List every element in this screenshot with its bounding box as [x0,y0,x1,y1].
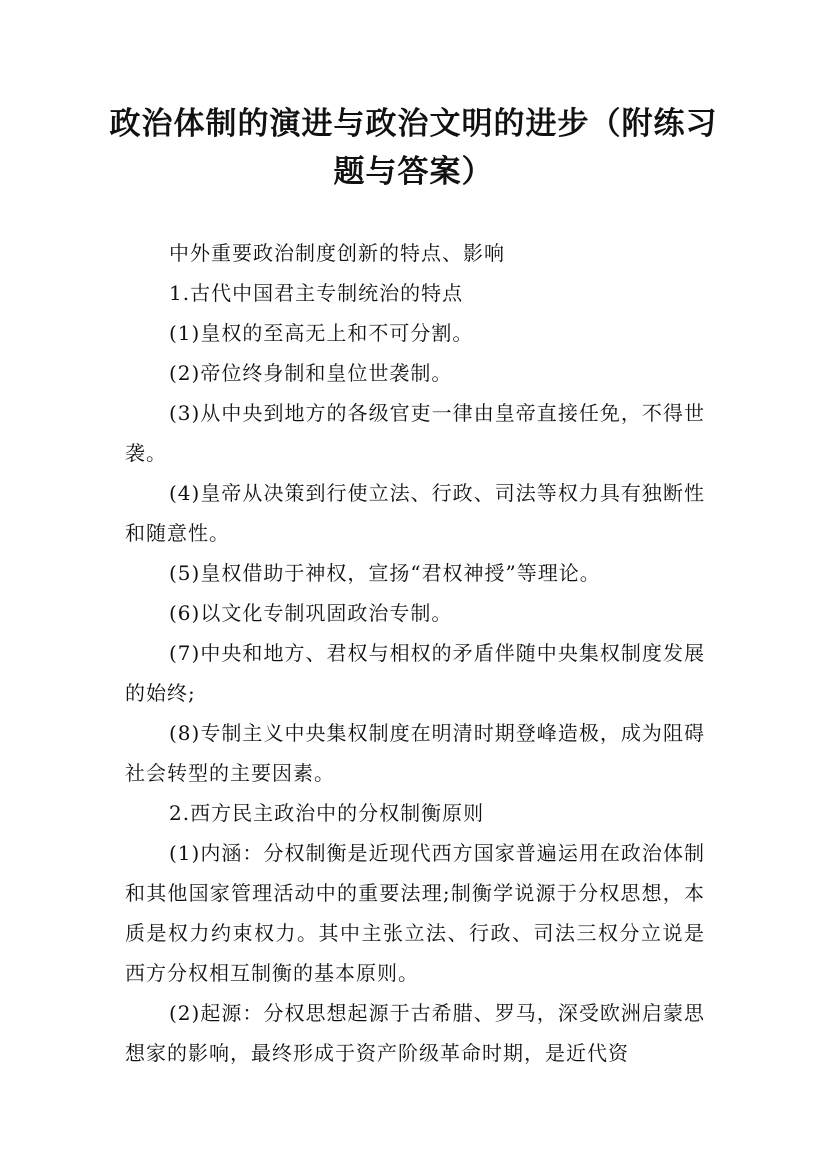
list-item: (2)起源：分权思想起源于古希腊、罗马，深受欧洲启蒙思想家的影响，最终形成于资产阶级革命时期，是近代资 [125,1001,705,1065]
section-heading: 1.古代中国君主专制统治的特点 [169,281,464,305]
section-heading: 2.西方民主政治中的分权制衡原则 [169,801,485,825]
document-body [125,233,705,1073]
document-title: 政治体制的演进与政治文明的进步（附练习题与答案） [109,106,718,190]
list-item: (3)从中央到地方的各级官吏一律由皇帝直接任免，不得世袭。 [125,401,705,465]
list-item: (7)中央和地方、君权与相权的矛盾伴随中央集权制度发展的始终; [125,641,705,705]
list-item: (1)内涵：分权制衡是近现代西方国家普遍运用在政治体制和其他国家管理活动中的重要法理;制衡学说源于分权思想，本质是权力约束权力。其中主张立法、行政、司法三权分立说是西方分权相互制衡的基本原则。 [125,841,705,985]
list-item: (5)皇权借助于神权，宣扬“君权神授”等理论。 [169,561,601,585]
list-item: (4)皇帝从决策到行使立法、行政、司法等权力具有独断性和随意性。 [125,481,705,545]
paragraph: 中外重要政治制度创新的特点、影响 [169,241,505,265]
list-item: (6)以文化专制巩固政治专制。 [169,601,453,625]
list-item: (8)专制主义中央集权制度在明清时期登峰造极，成为阻碍社会转型的主要因素。 [125,721,705,785]
list-item: (1)皇权的至高无上和不可分割。 [169,321,474,345]
list-item: (2)帝位终身制和皇位世袭制。 [169,361,453,385]
